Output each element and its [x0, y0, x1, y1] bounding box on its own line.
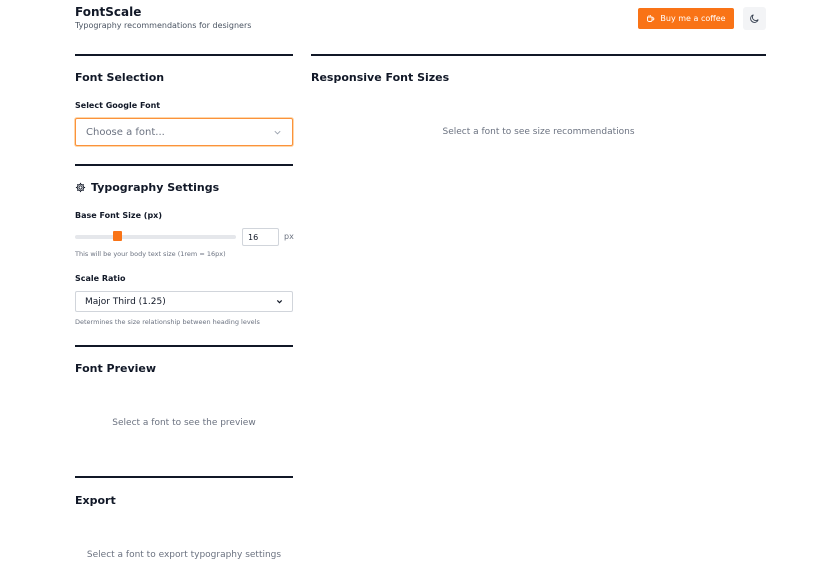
chevron-down-icon [273, 128, 282, 137]
buy-coffee-label: Buy me a coffee [660, 14, 726, 23]
moon-icon [749, 13, 760, 24]
font-preview-divider [75, 345, 293, 347]
scale-ratio-label: Scale Ratio [75, 274, 126, 283]
chevron-down-icon [276, 298, 283, 305]
google-font-placeholder: Choose a font... [86, 126, 165, 138]
font-preview-title: Font Preview [75, 362, 157, 375]
coffee-icon [646, 14, 655, 23]
theme-toggle-button[interactable] [743, 7, 766, 30]
scale-ratio-select[interactable] [75, 291, 293, 312]
font-selection-divider [75, 54, 293, 56]
font-preview-empty-text: Select a font to see the preview [112, 418, 256, 428]
buy-coffee-button[interactable] [638, 8, 734, 29]
export-divider [75, 476, 293, 478]
responsive-sizes-divider [311, 54, 766, 56]
typography-settings-divider [75, 164, 293, 166]
google-font-label: Select Google Font [75, 101, 161, 110]
base-font-size-unit: px [284, 232, 294, 241]
base-font-size-input[interactable] [242, 228, 279, 246]
font-selection-title: Font Selection [75, 71, 165, 84]
export-title: Export [75, 494, 116, 507]
google-font-select[interactable] [75, 118, 293, 146]
base-font-size-help: This will be your body text size (1rem = 16px) [75, 250, 226, 258]
gear-icon [75, 182, 86, 193]
scale-ratio-help: Determines the size relationship between heading levels [75, 318, 260, 326]
responsive-sizes-title: Responsive Font Sizes [311, 71, 450, 84]
responsive-sizes-empty-text: Select a font to see size recommendations [442, 127, 635, 137]
base-font-size-slider[interactable] [75, 235, 236, 239]
base-font-size-slider-thumb[interactable] [113, 231, 122, 241]
scale-ratio-value: Major Third (1.25) [85, 296, 166, 307]
typography-settings-heading [75, 181, 219, 194]
app-header [0, 0, 840, 40]
export-empty-text: Select a font to export typography settings [86, 550, 282, 560]
base-font-size-label: Base Font Size (px) [75, 211, 162, 220]
typography-settings-title: Typography Settings [91, 181, 220, 194]
app-title: FontScale [75, 5, 142, 19]
app-subtitle: Typography recommendations for designers [75, 21, 252, 30]
